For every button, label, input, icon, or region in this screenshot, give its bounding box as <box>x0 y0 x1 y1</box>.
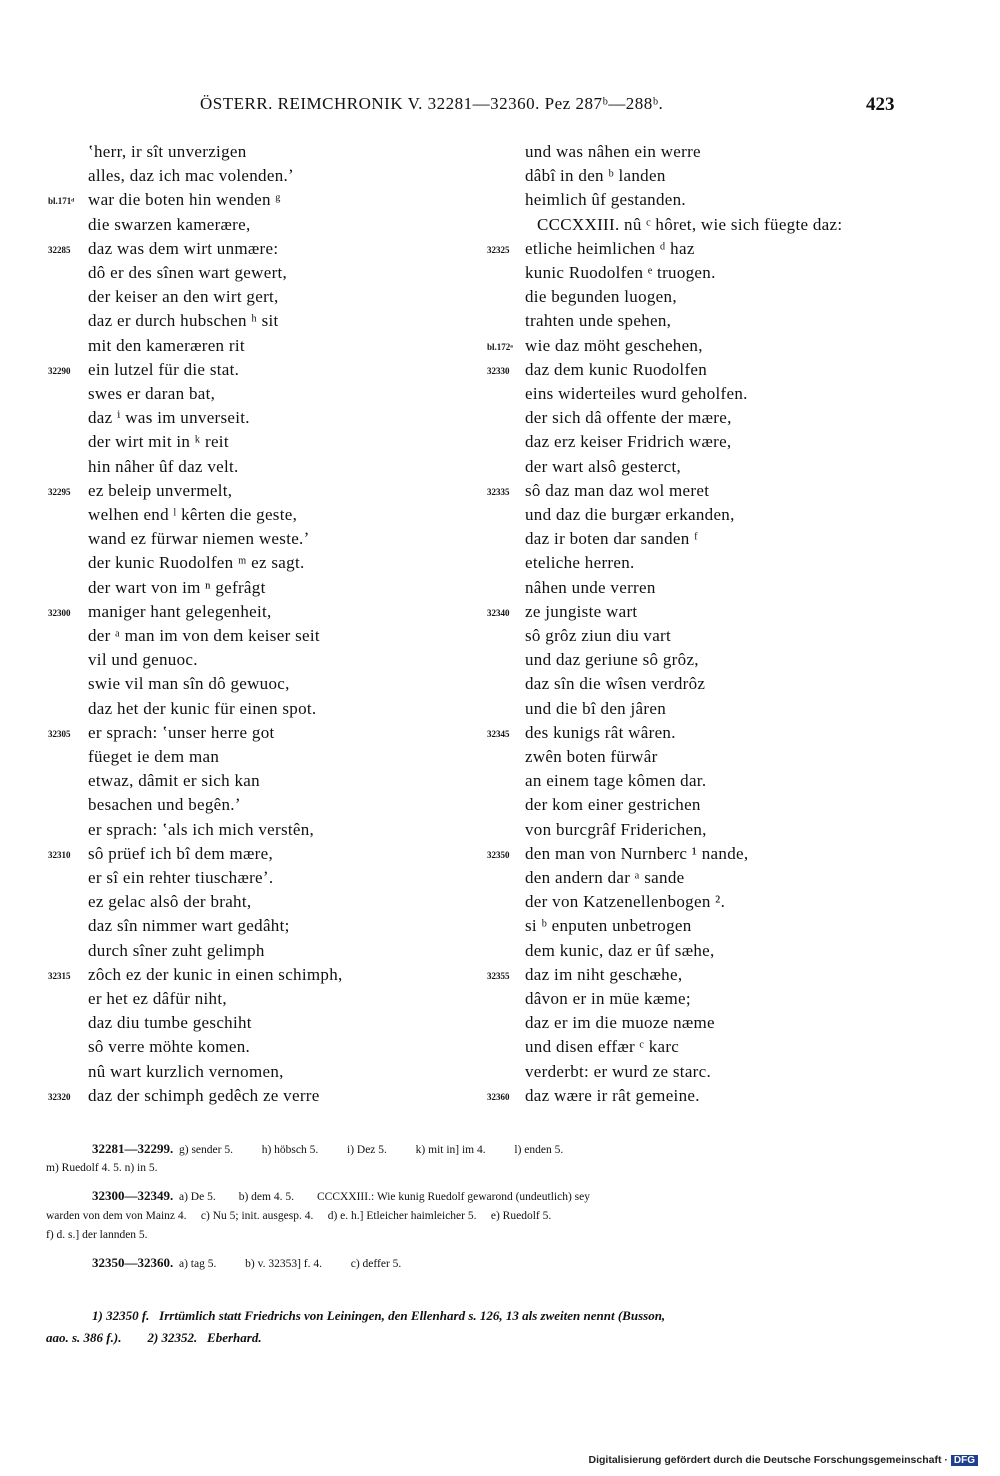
verse-line: der sich dâ offente der mære, <box>525 408 732 428</box>
verse-line: der wirt mit in ᵏ reit <box>88 432 229 452</box>
verse-line: daz het der kunic für einen spot. <box>88 698 317 718</box>
verse-line: sô daz man daz wol meret <box>525 480 710 500</box>
verse-line: dâvon er in müe kæme; <box>525 989 691 1008</box>
apparatus-line: m) Ruedolf 4. 5. n) in 5. <box>46 1162 158 1174</box>
verse-line: ez beleip unvermelt, <box>88 480 233 500</box>
verse-line: daz der schimph gedêch ze verre <box>88 1085 320 1105</box>
verse-line: er het ez dâfür niht, <box>88 989 227 1008</box>
verse-line: daz wære ir rât gemeine. <box>525 1085 700 1105</box>
verse-line: nû wart kurzlich vernomen, <box>88 1061 284 1081</box>
apparatus-line: warden von dem von Mainz 4. c) Nu 5; init. ausgesp. 4. d) e. h.] Etleicher haimleicher 5. e) Ruedolf 5. <box>46 1210 552 1222</box>
verse-line: dâbî in den ᵇ landen <box>525 166 666 186</box>
verse-line: ze jungiste wart <box>525 601 638 621</box>
verse-line: daz erz keiser Fridrich wære, <box>525 432 732 452</box>
verse-number: 32330 <box>487 365 510 376</box>
verse-number: 32310 <box>48 849 71 860</box>
apparatus-range: 32281—32299. <box>92 1141 174 1156</box>
apparatus-range: 32300—32349. <box>92 1188 174 1203</box>
note-line: 1) 32350 f. Irrtümlich statt Friedrichs von Leiningen, den Ellenhard s. 126, 13 als zweiten nennt (Busson, <box>92 1308 666 1323</box>
apparatus-line: a) De 5. b) dem 4. 5. CCCXXIII.: Wie kunig Ruedolf gewarond (undeutlich) sey <box>179 1191 591 1203</box>
verse-line: die begunden luogen, <box>525 287 677 307</box>
verse-number: 32335 <box>487 486 510 497</box>
verse-line: hin nâher ûf daz velt. <box>88 456 239 476</box>
verse-number: bl.172ᵃ <box>487 341 513 352</box>
verse-line: alles, daz ich mac volenden.ʼ <box>88 166 295 186</box>
credit-text: Digitalisierung gefördert durch die Deutsche Forschungsgemeinschaft · <box>588 1454 948 1466</box>
verse-line: durch sîner zuht gelimph <box>88 940 265 960</box>
verse-line: daz diu tumbe geschiht <box>88 1013 252 1033</box>
verse-line: der wart von im ⁿ gefrâgt <box>88 577 266 597</box>
verse-line: er sprach: ʽunser herre got <box>88 722 275 742</box>
verse-line: und was nâhen ein werre <box>525 142 701 161</box>
verse-line: daz ⁱ was im unverseit. <box>88 408 250 428</box>
verse-number: 32325 <box>487 244 510 255</box>
apparatus-line: f) d. s.] der lannden 5. <box>46 1229 148 1241</box>
apparatus-line: a) tag 5. b) v. 32353] f. 4. c) deffer 5. <box>179 1258 402 1270</box>
verse-number: 32300 <box>48 607 71 618</box>
verse-line: ʽherr, ir sît unverzigen <box>88 142 247 161</box>
verse-number: 32295 <box>48 486 71 497</box>
apparatus-line: g) sender 5. h) höbsch 5. i) Dez 5. k) mit in] im 4. l) enden 5. <box>179 1144 564 1156</box>
verse-number: 32355 <box>487 970 510 981</box>
verse-line: und daz die burgær erkanden, <box>525 505 735 524</box>
verse-line: ein lutzel für die stat. <box>88 359 240 379</box>
verse-number: 32315 <box>48 970 71 981</box>
verse-number: 32340 <box>487 607 510 618</box>
verse-number: 32350 <box>487 849 510 860</box>
verse-line: er sprach: ʽals ich mich verstên, <box>88 819 315 839</box>
verse-line: an einem tage kômen dar. <box>525 771 707 791</box>
verse-line: die swarzen kamerære, <box>88 214 251 234</box>
verse-line: und die bî den jâren <box>525 698 667 718</box>
verse-line: der wart alsô gesterct, <box>525 456 682 476</box>
verse-line: wie daz möht geschehen, <box>525 335 703 355</box>
verse-line: zwên boten fürwâr <box>525 747 658 766</box>
verse-line: füeget ie dem man <box>88 747 220 766</box>
verse-line: daz sîn die wîsen verdrôz <box>525 674 706 694</box>
verse-number: 32305 <box>48 728 71 739</box>
verse-line: verderbt: er wurd ze starc. <box>525 1061 712 1081</box>
funding-credit <box>589 1454 979 1466</box>
verse-line: maniger hant gelegenheit, <box>88 601 272 621</box>
verse-line: der von Katzenellenbogen ². <box>525 892 726 912</box>
verse-line: sô prüef ich bî dem mære, <box>88 843 274 863</box>
verse-line: ez gelac alsô der braht, <box>88 892 252 912</box>
verse-line: swie vil man sîn dô gewuoc, <box>88 674 290 694</box>
verse-number: 32320 <box>48 1091 71 1102</box>
page-number: 423 <box>866 94 895 115</box>
verse-line: trahten unde spehen, <box>525 311 672 331</box>
verse-line: von burcgrâf Friderichen, <box>525 819 707 839</box>
verse-number: 32360 <box>487 1091 510 1102</box>
verse-line: der kom einer gestrichen <box>525 795 701 815</box>
verse-line: welhen end ˡ kêrten die geste, <box>88 505 298 524</box>
verse-line: eteliche herren. <box>525 553 635 573</box>
verse-line: etliche heimlichen ᵈ haz <box>525 238 695 258</box>
verse-number: 32285 <box>48 244 71 255</box>
verse-line: der ᵃ man im von dem keiser seit <box>88 626 320 645</box>
verse-line: nâhen unde verren <box>525 577 656 597</box>
verse-line: sô grôz ziun diu vart <box>525 626 672 645</box>
verse-line: daz er im die muoze næme <box>525 1013 715 1033</box>
verse-line: des kunigs rât wâren. <box>525 722 676 742</box>
verse-number: bl.171ᵈ <box>48 196 75 207</box>
chapter-heading: CCCXXIII. nû ᶜ hôret, wie sich füegte daz: <box>537 214 843 234</box>
verse-line: daz im niht geschæhe, <box>525 964 683 984</box>
verse-line: den man von Nurnberc ¹ nande, <box>525 843 749 863</box>
apparatus-range: 32350—32360. <box>92 1255 174 1270</box>
verse-line: der kunic Ruodolfen ᵐ ez sagt. <box>88 553 305 573</box>
verse-line: etwaz, dâmit er sich kan <box>88 771 260 791</box>
verse-line: der keiser an den wirt gert, <box>88 287 279 307</box>
verse-line: und daz geriune sô grôz, <box>525 650 699 670</box>
running-title: ÖSTERR. REIMCHRONIK V. 32281—32360. Pez 287ᵇ—288ᵇ. <box>200 94 664 113</box>
verse-line: daz was dem wirt unmære: <box>88 238 279 258</box>
verse-line: und disen effær ᶜ karc <box>525 1037 680 1057</box>
verse-line: dô er des sînen wart gewert, <box>88 263 288 282</box>
verse-line: kunic Ruodolfen ᵉ truogen. <box>525 263 716 282</box>
verse-line: besachen und begên.ʼ <box>88 795 241 815</box>
verse-line: eins widerteiles wurd geholfen. <box>525 384 748 403</box>
verse-line: den andern dar ᵃ sande <box>525 868 685 887</box>
verse-number: 32345 <box>487 728 510 739</box>
verse-line: zôch ez der kunic in einen schimph, <box>88 964 343 984</box>
note-line: aao. s. 386 f.). 2) 32352. Eberhard. <box>46 1330 262 1345</box>
verse-line: war die boten hin wenden ᵍ <box>88 190 281 210</box>
verse-line: vil und genuoc. <box>88 650 198 670</box>
verse-line: daz dem kunic Ruodolfen <box>525 359 708 379</box>
verse-line: er sî ein rehter tiuschæreʼ. <box>88 868 274 887</box>
verse-line: daz sîn nimmer wart gedâht; <box>88 916 290 936</box>
dfg-logo: DFG <box>951 1455 978 1466</box>
verse-line: mit den kameræren rit <box>88 335 245 355</box>
verse-line: daz ir boten dar sanden ᶠ <box>525 529 698 549</box>
verse-line: si ᵇ enputen unbetrogen <box>525 916 692 936</box>
verse-line: heimlich ûf gestanden. <box>525 190 686 210</box>
verse-line: swes er daran bat, <box>88 384 216 403</box>
verse-line: daz er durch hubschen ʰ sit <box>88 311 279 331</box>
verse-line: dem kunic, daz er ûf sæhe, <box>525 940 715 960</box>
verse-line: sô verre möhte komen. <box>88 1037 251 1057</box>
verse-number: 32290 <box>48 365 71 376</box>
verse-line: wand ez fürwar niemen weste.ʼ <box>88 529 310 549</box>
